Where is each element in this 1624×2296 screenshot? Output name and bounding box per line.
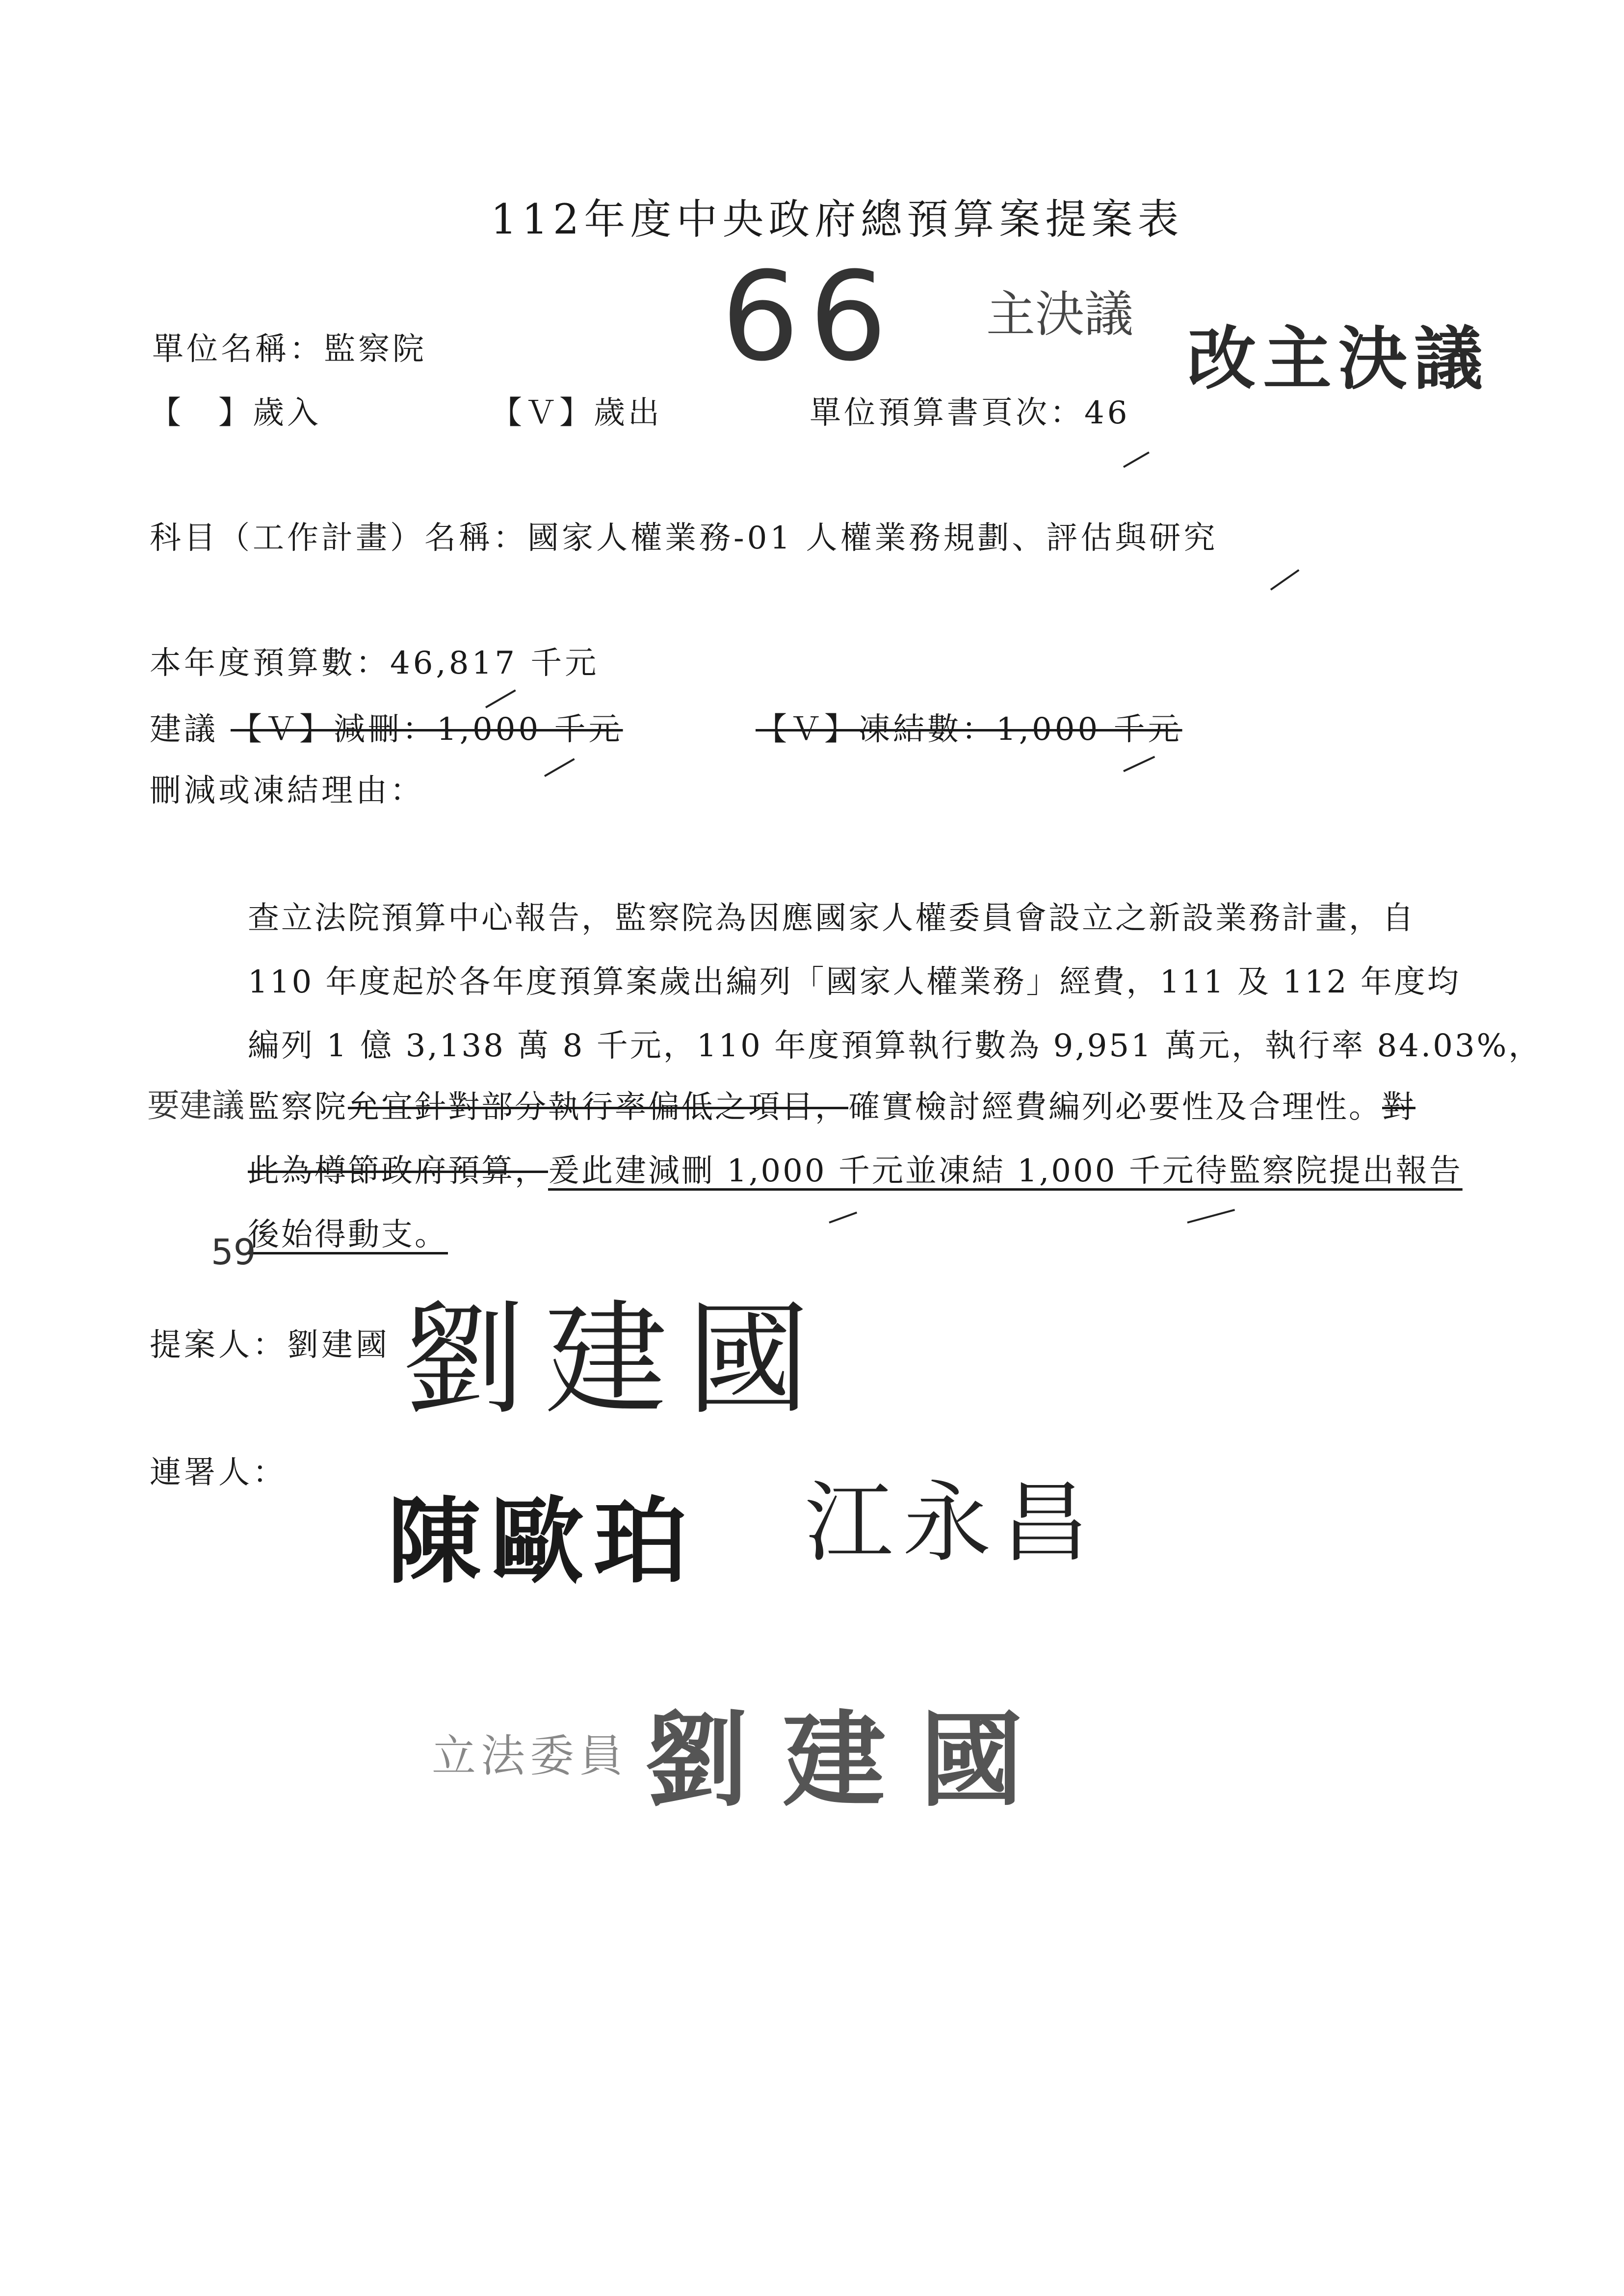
reason-line-6: 後始得動支。 [248,1217,448,1253]
reason-line-2: 110 年度起於各年度預算案歲出編列「國家人權業務」經費，111 及 112 年度均 [248,964,1461,1000]
reason-line-4-d: 對 [1382,1089,1415,1125]
cosigner-signature-2: 江永昌 [805,1472,1100,1574]
annual-budget: 本年度預算數：46,817 千元 [150,645,600,681]
reason-line-5-a: 此為樽節政府預算， [248,1153,548,1189]
reason-line-4-b: 允宜針對部分執行率偏低之項目， [348,1089,848,1125]
suggest-freeze: 【Ｖ】凍結數：1,000 千元 [756,711,1182,748]
seal-name: 劉建國 [645,1699,1058,1821]
proposer-label: 提案人：劉建國 [150,1327,390,1363]
suggest-label: 建議 [150,711,218,748]
resolution-stamp: 改主決議 [1187,319,1490,399]
cosigner-signature-1: 陳歐珀 [388,1487,697,1596]
margin-note: 要建議 [147,1087,244,1124]
check-mark [1270,569,1300,590]
expenditure-checkbox: 【Ｖ】歲出 [491,395,662,431]
reason-label: 刪減或凍結理由： [150,773,424,809]
reason-line-4-a: 監察院 [248,1089,348,1125]
seal-small-text: 立法委員 [432,1730,628,1782]
handwritten-resolution: 主決議 [986,286,1133,343]
cosigner-label: 連署人： [150,1455,287,1491]
reason-line-4-c: 確實檢討經費編列必要性及合理性。 [848,1089,1382,1125]
reason-line-3: 編列 1 億 3,138 萬 8 千元，110 年度預算執行數為 9,951 萬元，執行率 84.03%， [248,1028,1542,1064]
budget-page: 單位預算書頁次：46 [810,395,1130,431]
check-mark [544,758,575,777]
case-number: 66 [721,245,897,388]
suggest-cut: 【Ｖ】減刪：1,000 千元 [231,711,623,748]
revenue-checkbox: 【 】歲入 [150,395,321,431]
reason-line-5 [248,1146,1463,1191]
check-mark [1123,756,1155,772]
proposer-signature: 劉建國 [402,1288,829,1431]
subject: 科目（工作計畫）名稱：國家人權業務-01 人權業務規劃、評估與研究 [150,520,1218,556]
reason-line-5-b: 爰此建減刪 1,000 千元並凍結 1,000 千元待監察院提出報告 [548,1153,1463,1189]
unit-name: 單位名稱：監察院 [152,331,427,367]
check-mark [829,1212,857,1224]
check-mark [1123,451,1150,468]
form-title: 112年度中央政府總預算案提案表 [491,195,1184,243]
seal-stamp [432,1678,1057,1826]
page-number-note: 59 [211,1231,256,1273]
reason-line-4 [248,1082,1415,1127]
reason-line-1: 查立法院預算中心報告，監察院為因應國家人權委員會設立之新設業務計畫，自 [248,900,1415,937]
check-mark [1187,1209,1235,1224]
